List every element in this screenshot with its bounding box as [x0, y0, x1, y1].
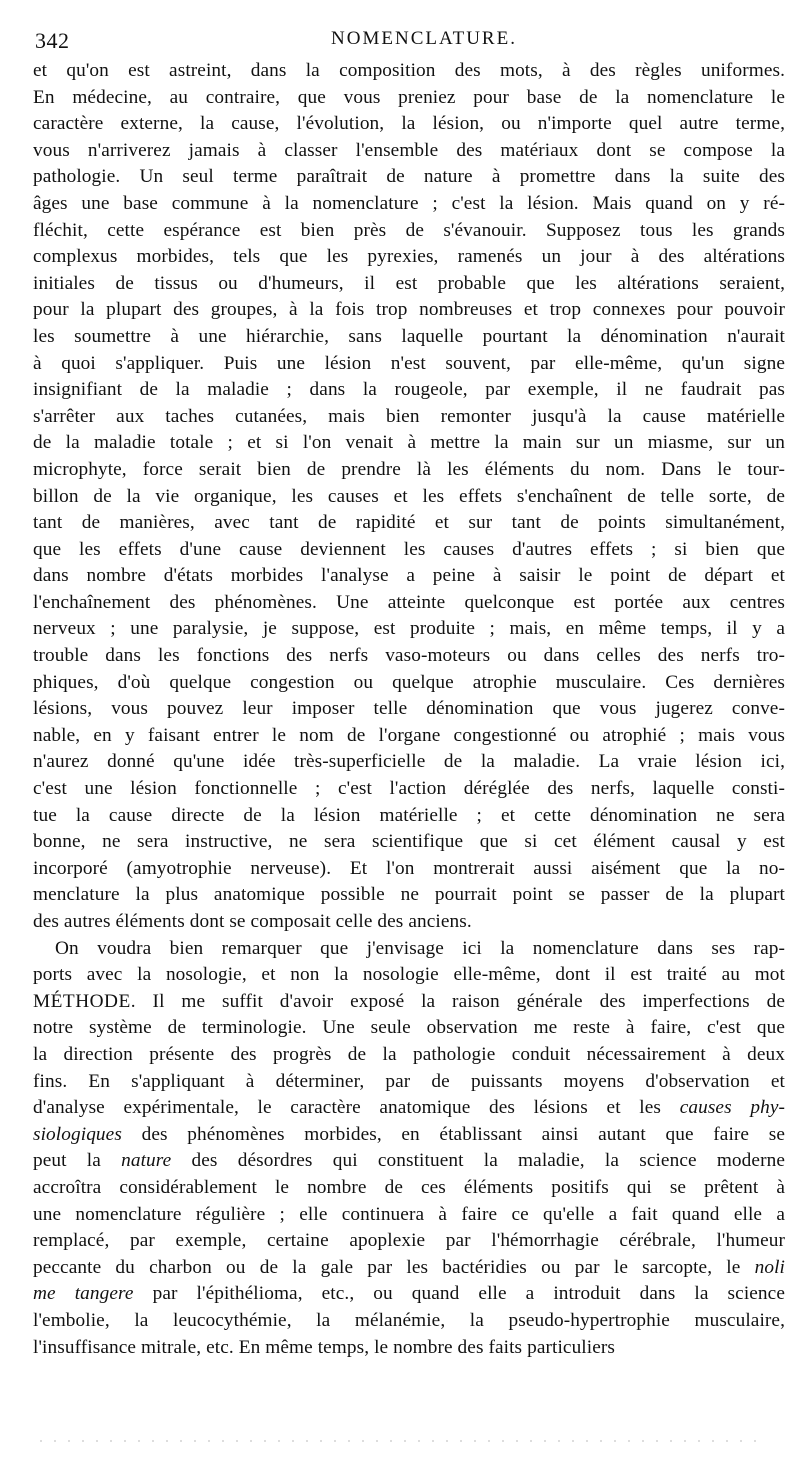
text-line: tant de manières, avec tant de rapidité et sur tant de points simultanément, [33, 512, 785, 534]
text-line: peccante du charbon ou de la gale par les bactéridies ou par le sarcopte, le noli [33, 1256, 785, 1278]
text-line: pour la plupart des groupes, à la fois trop nombreuses et trop connexes pour pouvoir [33, 299, 785, 321]
text-line: accroîtra considérablement le nombre de ces éléments positifs qui se prêtent à [33, 1176, 785, 1198]
paragraph-1 [33, 58, 785, 936]
text-line: En médecine, au contraire, que vous preniez pour base de la nomenclature le [33, 86, 785, 108]
text-line: l'insuffisance mitrale, etc. En même temps, le nombre des faits particuliers [33, 1336, 616, 1358]
text-line: incorporé (amyotrophie nerveuse). Et l'on montrerait aussi aisément que la no- [33, 857, 785, 879]
text-line: pathologie. Un seul terme paraîtrait de nature à promettre dans la suite des [33, 166, 785, 188]
small-caps-phrase: MÉTHODE [33, 990, 131, 1012]
text-line: fins. En s'appliquant à déterminer, par de puissants moyens d'observation et [33, 1070, 785, 1092]
text-line: me tangere par l'épithélioma, etc., ou quand elle a introduit dans la science [33, 1283, 785, 1305]
text-line: bonne, ne sera instructive, ne sera scientifique que si cet élément causal y est [33, 831, 785, 853]
text-line: siologiques des phénomènes morbides, en établissant ainsi autant que faire se [33, 1123, 785, 1145]
text-line: n'aurez donné qu'une idée très-superficielle de la maladie. La vraie lésion ici, [33, 751, 785, 773]
text-line: insignifiant de la maladie ; dans la rougeole, par exemple, il ne faudrait pas [33, 379, 785, 401]
text-line: caractère externe, la cause, l'évolution, la lésion, ou n'importe quel autre terme, [33, 113, 785, 135]
text-line: billon de la vie organique, les causes et les effets s'enchaînent de telle sorte, de [33, 485, 785, 507]
text-line: à quoi s'appliquer. Puis une lésion n'est souvent, par elle-même, qu'un signe [33, 352, 785, 374]
text-line: complexus morbides, tels que les pyrexies, ramenés un jour à des altérations [33, 246, 785, 268]
text-line: une nomenclature régulière ; elle continuera à faire ce qu'elle a fait quand elle a [33, 1203, 785, 1225]
text-line: nerveux ; une paralysie, je suppose, est produite ; mais, en même temps, il y a [33, 618, 785, 640]
text-line: les soumettre à une hiérarchie, sans laquelle pourtant la dénomination n'aurait [33, 325, 785, 347]
text-line: peut la nature des désordres qui constituent la maladie, la science moderne [33, 1150, 785, 1172]
italic-phrase: siologiques [33, 1123, 122, 1145]
text-line: vous n'arriverez jamais à classer l'ensemble des matériaux dont se compose la [33, 139, 785, 161]
text-line: tue la cause directe de la lésion matérielle ; et cette dénomination ne sera [33, 804, 785, 826]
text-line: que les effets d'une cause deviennent les causes d'autres effets ; si bien que [33, 538, 785, 560]
italic-phrase: causes phy- [679, 1097, 785, 1119]
text-line: nable, en y faisant entrer le nom de l'organe congestionné ou atrophié ; mais vous [33, 724, 785, 746]
text-line: s'arrêter aux taches cutanées, mais bien remonter jusqu'à la cause matérielle [33, 405, 785, 427]
text-line: âges une base commune à la nomenclature ; c'est la lésion. Mais quand on y ré- [33, 192, 785, 214]
text-line: c'est une lésion fonctionnelle ; c'est l'action déréglée des nerfs, laquelle consti- [33, 778, 785, 800]
text-line: microphyte, force serait bien de prendre là les éléments du nom. Dans le tour- [33, 458, 785, 480]
text-line: d'analyse expérimentale, le caractère anatomique des lésions et les causes phy- [33, 1097, 785, 1119]
page-number: 342 [35, 28, 70, 53]
text-line: des autres éléments dont se composait celle des anciens. [33, 911, 472, 932]
text-line: notre système de terminologie. Une seule observation me reste à faire, c'est que [33, 1017, 785, 1039]
text-line: ports avec la nosologie, et non la nosologie elle-même, dont il est traité au mot [33, 964, 785, 986]
text-line: initiales de tissus ou d'humeurs, il est probable que les altérations seraient, [33, 272, 785, 294]
text-line: de la maladie totale ; et si l'on venait à mettre la main sur un miasme, sur un [33, 432, 785, 454]
text-line: MÉTHODE. Il me suffit d'avoir exposé la raison générale des imperfections de [33, 990, 785, 1012]
text-line: dans nombre d'états morbides l'analyse a peine à saisir le point de départ et [33, 565, 785, 587]
paragraph-2 [33, 936, 785, 1362]
text-line: l'enchaînement des phénomènes. Une atteinte quelconque est portée aux centres [33, 591, 785, 613]
text-line: On voudra bien remarquer que j'envisage ici la nomenclature dans ses rap- [55, 937, 785, 959]
running-head [33, 22, 785, 58]
running-title: NOMENCLATURE. [331, 28, 517, 49]
text-line: la direction présente des progrès de la pathologie conduit nécessairement à deux [33, 1043, 785, 1065]
text-line: l'embolie, la leucocythémie, la mélanémie, la pseudo-hypertrophie musculaire, [33, 1309, 785, 1331]
text-line: trouble dans les fonctions des nerfs vaso-moteurs ou dans celles des nerfs tro- [33, 645, 785, 667]
text-line: fléchit, cette espérance est bien près de s'évanouir. Supposez tous les grands [33, 219, 785, 241]
text-line: et qu'on est astreint, dans la composition des mots, à des règles uniformes. [33, 60, 785, 81]
italic-phrase: noli [754, 1256, 785, 1278]
text-line: lésions, vous pouvez leur imposer telle dénomination que vous jugerez conve- [33, 698, 785, 720]
book-page [33, 22, 785, 1361]
text-line: phiques, d'où quelque congestion ou quelque atrophie musculaire. Ces dernières [33, 671, 785, 693]
italic-phrase: me tangere [33, 1283, 134, 1305]
bleed-through-residue [40, 1440, 760, 1442]
italic-phrase: nature [121, 1150, 172, 1172]
text-line: menclature la plus anatomique possible ne pourrait point se passer de la plupart [33, 884, 785, 906]
text-line: remplacé, par exemple, certaine apoplexie par l'hémorrhagie cérébrale, l'humeur [33, 1230, 785, 1252]
